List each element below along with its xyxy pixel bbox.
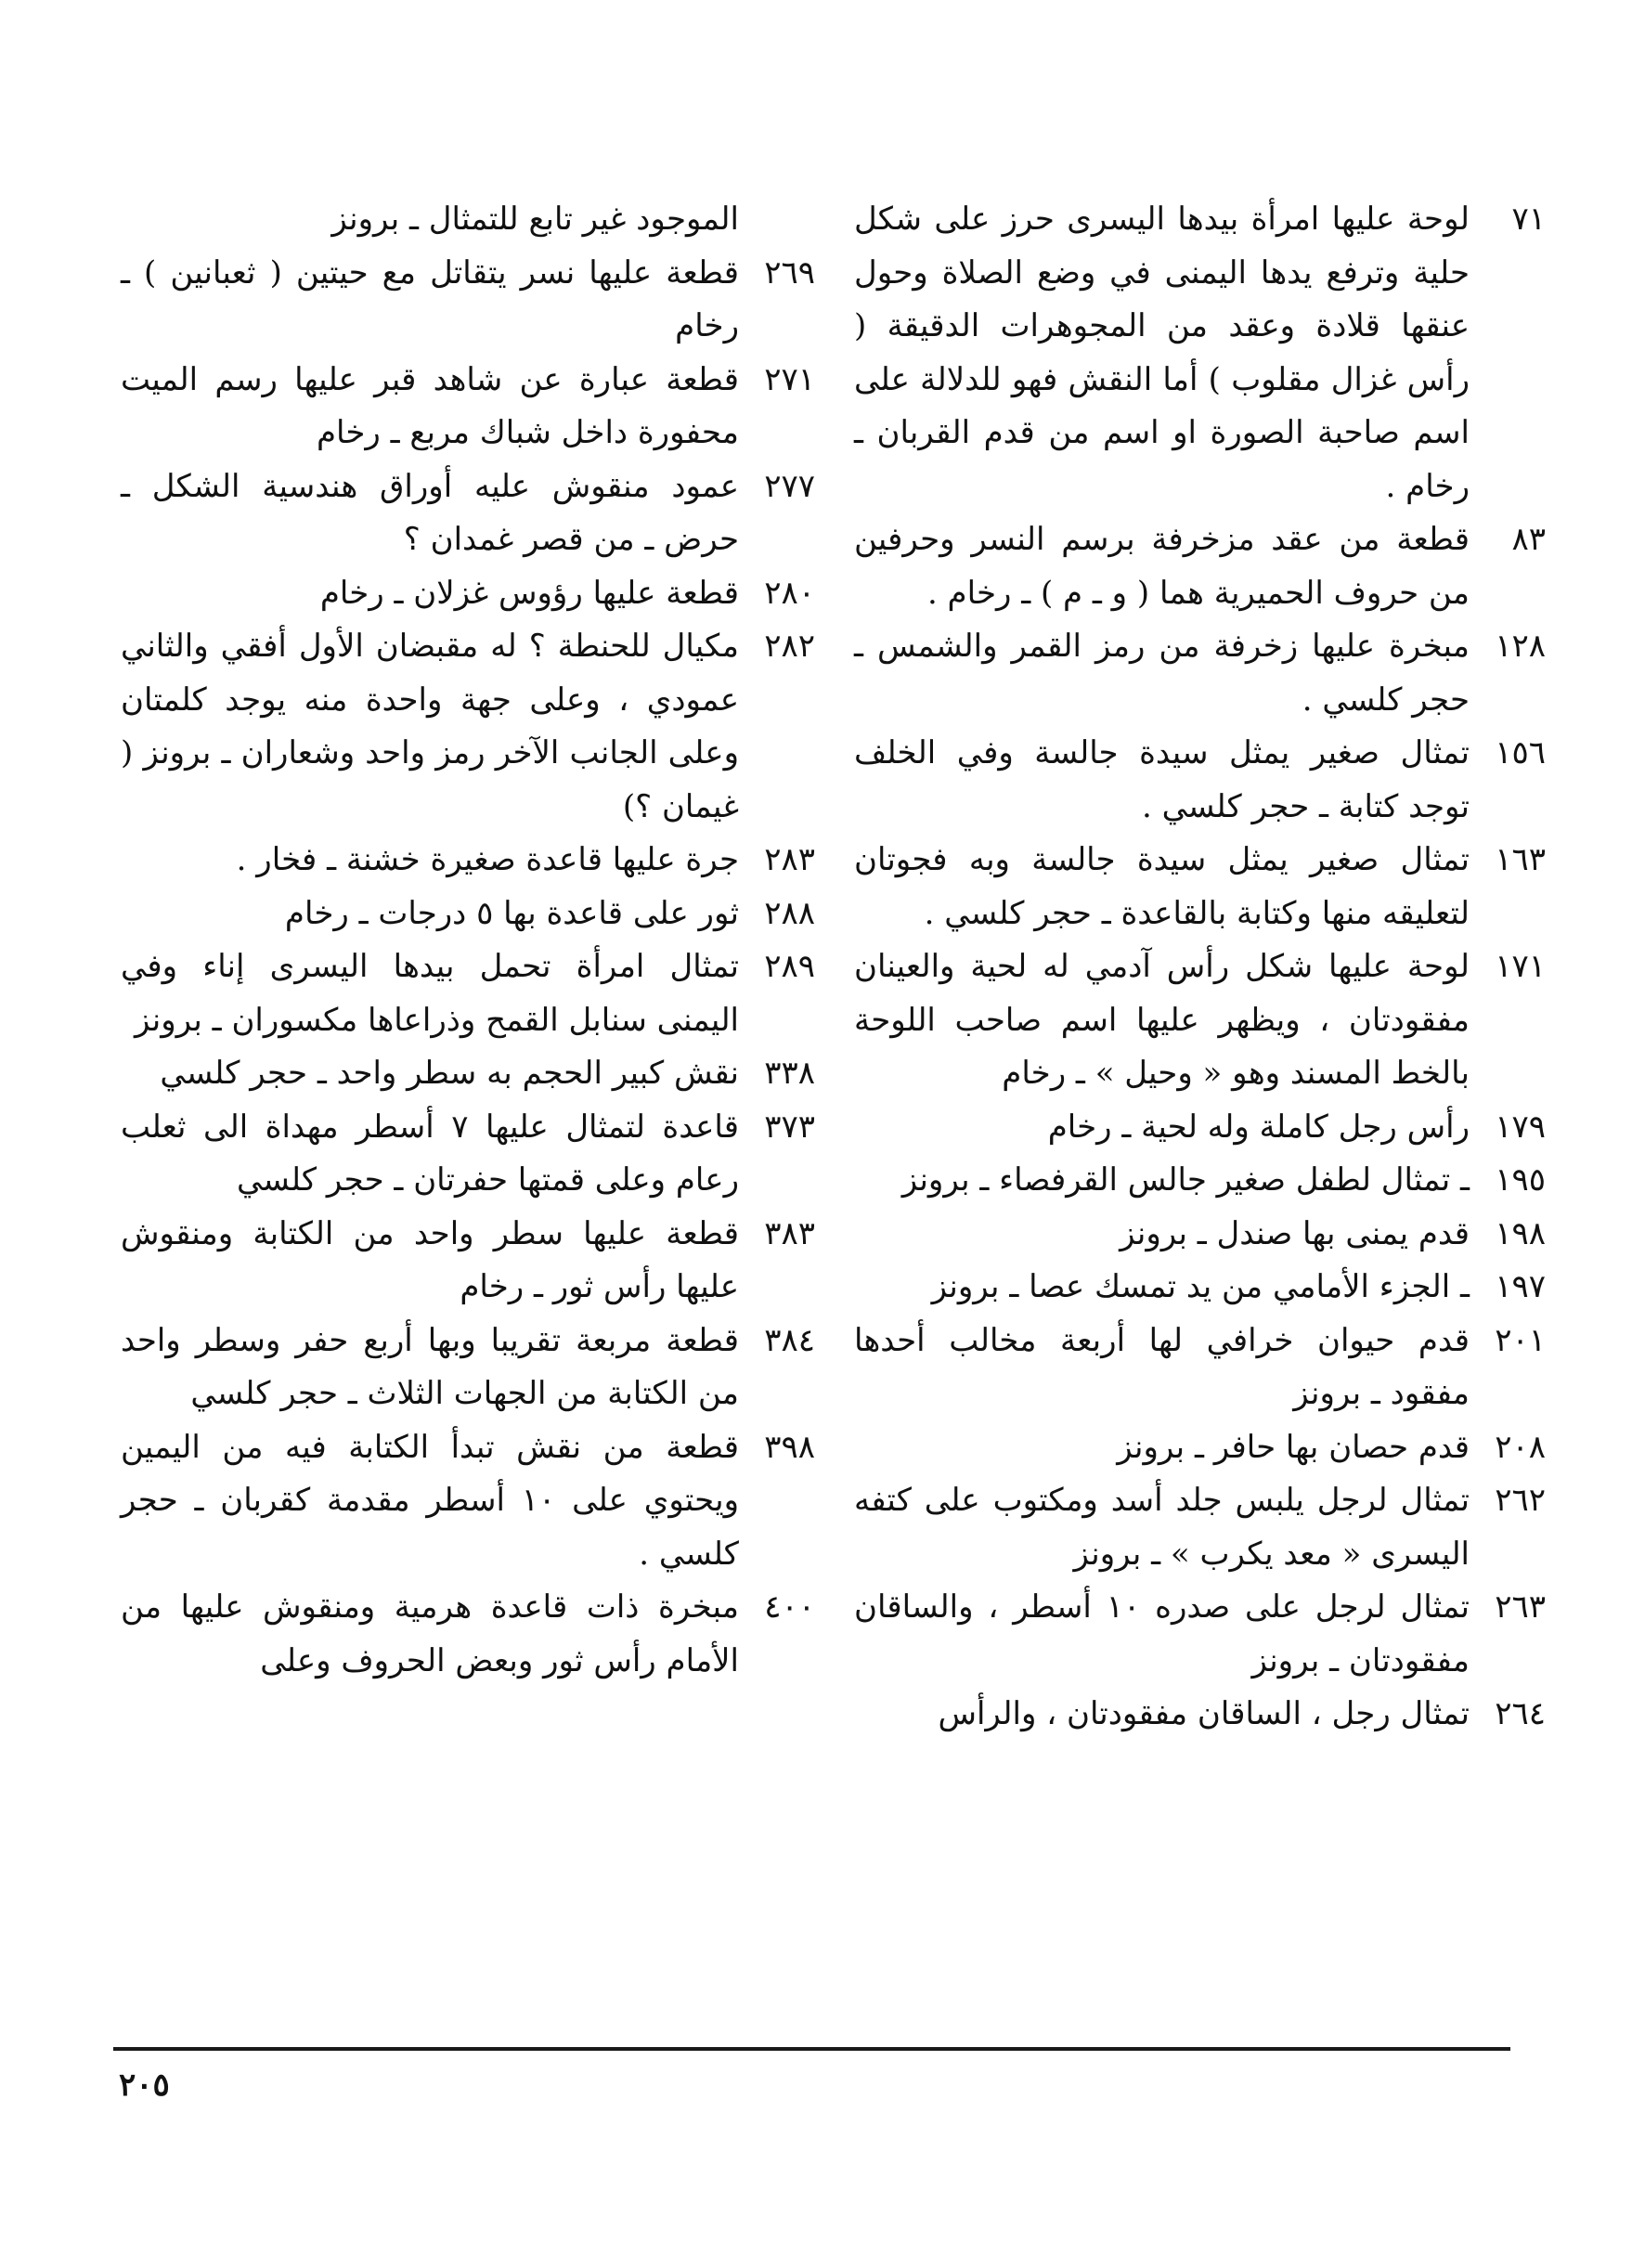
entry-text: ـ تمثال لطفل صغير جالس القرفصاء ـ برونز <box>901 1161 1470 1199</box>
entry-text: قطعة عبارة عن شاهد قبر عليها رسم الميت محفورة داخل شباك مربع ـ رخام <box>121 360 739 451</box>
entry-number: ١٩٨ <box>1495 1214 1546 1252</box>
catalog-entry <box>854 193 1546 513</box>
entry-number: ٢٨٨ <box>764 894 815 932</box>
page-number: ٢٠٥ <box>119 2067 170 2104</box>
catalog-entry <box>854 1101 1546 1155</box>
entry-text: ثور على قاعدة بها ٥ درجات ـ رخام <box>284 894 739 932</box>
entry-text: تمثال صغير يمثل سيدة جالسة وبه فجوتان لتعليقه منها وكتابة بالقاعدة ـ حجر كلسي . <box>854 841 1470 932</box>
entry-number: ١٦٣ <box>1495 841 1546 878</box>
entry-text: لوحة عليها شكل رأس آدمي له لحية والعينان مفقودتان ، ويظهر عليها اسم صاحب اللوحة بالخط المسند وهو « وحيل » ـ رخام <box>854 948 1470 1092</box>
entry-text: عمود منقوش عليه أوراق هندسية الشكل ـ حرض ـ من قصر غمدان ؟ <box>121 467 739 558</box>
catalog-entry <box>121 1101 815 1208</box>
catalog-entry <box>121 1581 815 1688</box>
entry-text: قاعدة لتمثال عليها ٧ أسطر مهداة الى ثعلب رعام وعلى قمتها حفرتان ـ حجر كلسي <box>121 1108 739 1199</box>
entry-text: مكيال للحنطة ؟ له مقبضان الأول أفقي والثاني عمودي ، وعلى جهة واحدة منه يوجد كلمتان وعلى الجانب الآخر رمز واحد وشعاران ـ برونز ( غيمان ؟) <box>121 628 739 825</box>
catalog-entry <box>121 888 815 941</box>
catalog-entry <box>854 1688 1546 1742</box>
entry-text: مبخرة ذات قاعدة هرمية ومنقوش عليها من الأمام رأس ثور وبعض الحروف وعلى <box>121 1588 739 1679</box>
entry-text: مبخرة عليها زخرفة من رمز القمر والشمس ـ حجر كلسي . <box>854 628 1470 719</box>
entry-text: قطعة من عقد مزخرفة برسم النسر وحرفين من حروف الحميرية هما ( و ـ م ) ـ رخام . <box>854 521 1470 612</box>
left-column <box>121 193 815 1688</box>
entry-number: ١٧١ <box>1495 948 1546 985</box>
entry-number: ٢٠٨ <box>1495 1428 1546 1466</box>
catalog-entry <box>854 834 1546 940</box>
entry-text: تمثال امرأة تحمل بيدها اليسرى إناء وفي اليمنى سنابل القمح وذراعاها مكسوران ـ برونز <box>121 948 739 1039</box>
entry-text: قدم حصان بها حافر ـ برونز <box>1117 1428 1470 1466</box>
entry-number: ١٥٦ <box>1495 734 1546 771</box>
catalog-entry <box>854 1421 1546 1475</box>
catalog-entry <box>854 1154 1546 1208</box>
entry-number: ٢٦٩ <box>764 253 815 292</box>
entry-number: ٢٦٤ <box>1495 1695 1546 1732</box>
catalog-entry <box>121 460 815 567</box>
entry-number: ٢٦٣ <box>1495 1588 1546 1626</box>
entry-text: قطعة عليها رؤوس غزلان ـ رخام <box>319 574 739 612</box>
catalog-entry <box>854 1581 1546 1688</box>
entry-number: ١٩٧ <box>1495 1268 1546 1305</box>
catalog-entry <box>121 1208 815 1315</box>
continued-text: الموجود غير تابع للتمثال ـ برونز <box>331 201 739 238</box>
catalog-entry <box>854 513 1546 620</box>
catalog-entry <box>121 247 815 354</box>
entry-text: قدم يمنى بها صندل ـ برونز <box>1120 1214 1470 1252</box>
catalog-entry <box>121 1421 815 1582</box>
right-column <box>854 193 1546 1742</box>
entry-text: قطعة من نقش تبدأ الكتابة فيه من اليمين ويحتوي على ١٠ أسطر مقدمة كقربان ـ حجر كلسي . <box>121 1428 739 1573</box>
entry-number: ٨٣ <box>1511 521 1546 558</box>
entry-number: ٢٨٩ <box>764 948 815 985</box>
entry-number: ٣٨٣ <box>764 1214 815 1252</box>
entry-number: ٢٧٧ <box>764 467 815 505</box>
entry-number: ٢٨٢ <box>764 628 815 665</box>
entry-number: ٤٠٠ <box>764 1588 815 1626</box>
entry-text: جرة عليها قاعدة صغيرة خشنة ـ فخار . <box>236 841 739 878</box>
catalog-entry <box>121 940 815 1047</box>
catalog-entry <box>854 1315 1546 1421</box>
entry-number: ٢٠١ <box>1495 1321 1546 1359</box>
entry-number: ٢٨٣ <box>764 841 815 878</box>
catalog-entry <box>121 620 815 834</box>
entry-text: تمثال لرجل يلبس جلد أسد ومكتوب على كتفه اليسرى « معد يكرب » ـ برونز <box>854 1482 1470 1573</box>
entry-text: رأس رجل كاملة وله لحية ـ رخام <box>1047 1108 1470 1146</box>
catalog-entry <box>854 1474 1546 1581</box>
catalog-entry <box>121 567 815 621</box>
entry-number: ٣٣٨ <box>764 1055 815 1092</box>
entry-text: نقش كبير الحجم به سطر واحد ـ حجر كلسي <box>160 1055 739 1092</box>
entry-number: ٢٦٢ <box>1495 1482 1546 1519</box>
catalog-entry <box>854 1261 1546 1315</box>
catalog-entry <box>854 620 1546 727</box>
entry-text: تمثال لرجل على صدره ١٠ أسطر ، والساقان مفقودتان ـ برونز <box>854 1588 1470 1679</box>
catalog-entry <box>854 1208 1546 1262</box>
entry-text: تمثال رجل ، الساقان مفقودتان ، والرأس <box>938 1695 1470 1732</box>
catalog-entry <box>854 727 1546 834</box>
entry-text: ـ الجزء الأمامي من يد تمسك عصا ـ برونز <box>931 1268 1470 1305</box>
entry-text: قدم حيوان خرافي لها أربعة مخالب أحدها مفقود ـ برونز <box>854 1321 1470 1412</box>
entry-text: قطعة عليها سطر واحد من الكتابة ومنقوش عليها رأس ثور ـ رخام <box>121 1214 739 1305</box>
catalog-entry <box>121 1047 815 1101</box>
entry-number: ١٢٨ <box>1495 628 1546 665</box>
entry-number: ٢٨٠ <box>764 574 815 612</box>
catalog-entry <box>121 354 815 460</box>
entry-number: ٣٨٤ <box>764 1321 815 1359</box>
entry-number: ٧١ <box>1511 201 1546 238</box>
entry-text: قطعة مربعة تقريبا وبها أربع حفر وسطر واحد من الكتابة من الجهات الثلاث ـ حجر كلسي <box>121 1321 739 1412</box>
entry-number: ١٩٥ <box>1495 1161 1546 1199</box>
entry-text: تمثال صغير يمثل سيدة جالسة وفي الخلف توجد كتابة ـ حجر كلسي . <box>854 734 1470 825</box>
catalog-entry <box>121 834 815 888</box>
entry-number: ٢٧١ <box>764 360 815 398</box>
entry-text: قطعة عليها نسر يتقاتل مع حيتين ( ثعبانين ) ـ رخام <box>121 253 739 344</box>
entry-number: ٣٧٣ <box>764 1108 815 1146</box>
footer-rule <box>113 2047 1510 2051</box>
catalog-entry <box>854 940 1546 1101</box>
catalog-entry <box>121 1315 815 1421</box>
entry-number: ٣٩٨ <box>764 1428 815 1466</box>
entry-number: ١٧٩ <box>1495 1108 1546 1146</box>
entry-text: لوحة عليها امرأة بيدها اليسرى حرز على شكل حلية وترفع يدها اليمنى في وضع الصلاة وحول عنقها قلادة وعقد من المجوهرات الدقيقة ( رأس غزال مقلوب ) أما النقش فهو للدلالة على اسم صاحبة الصورة او اسم من قدم القربان ـ رخام . <box>854 201 1470 505</box>
